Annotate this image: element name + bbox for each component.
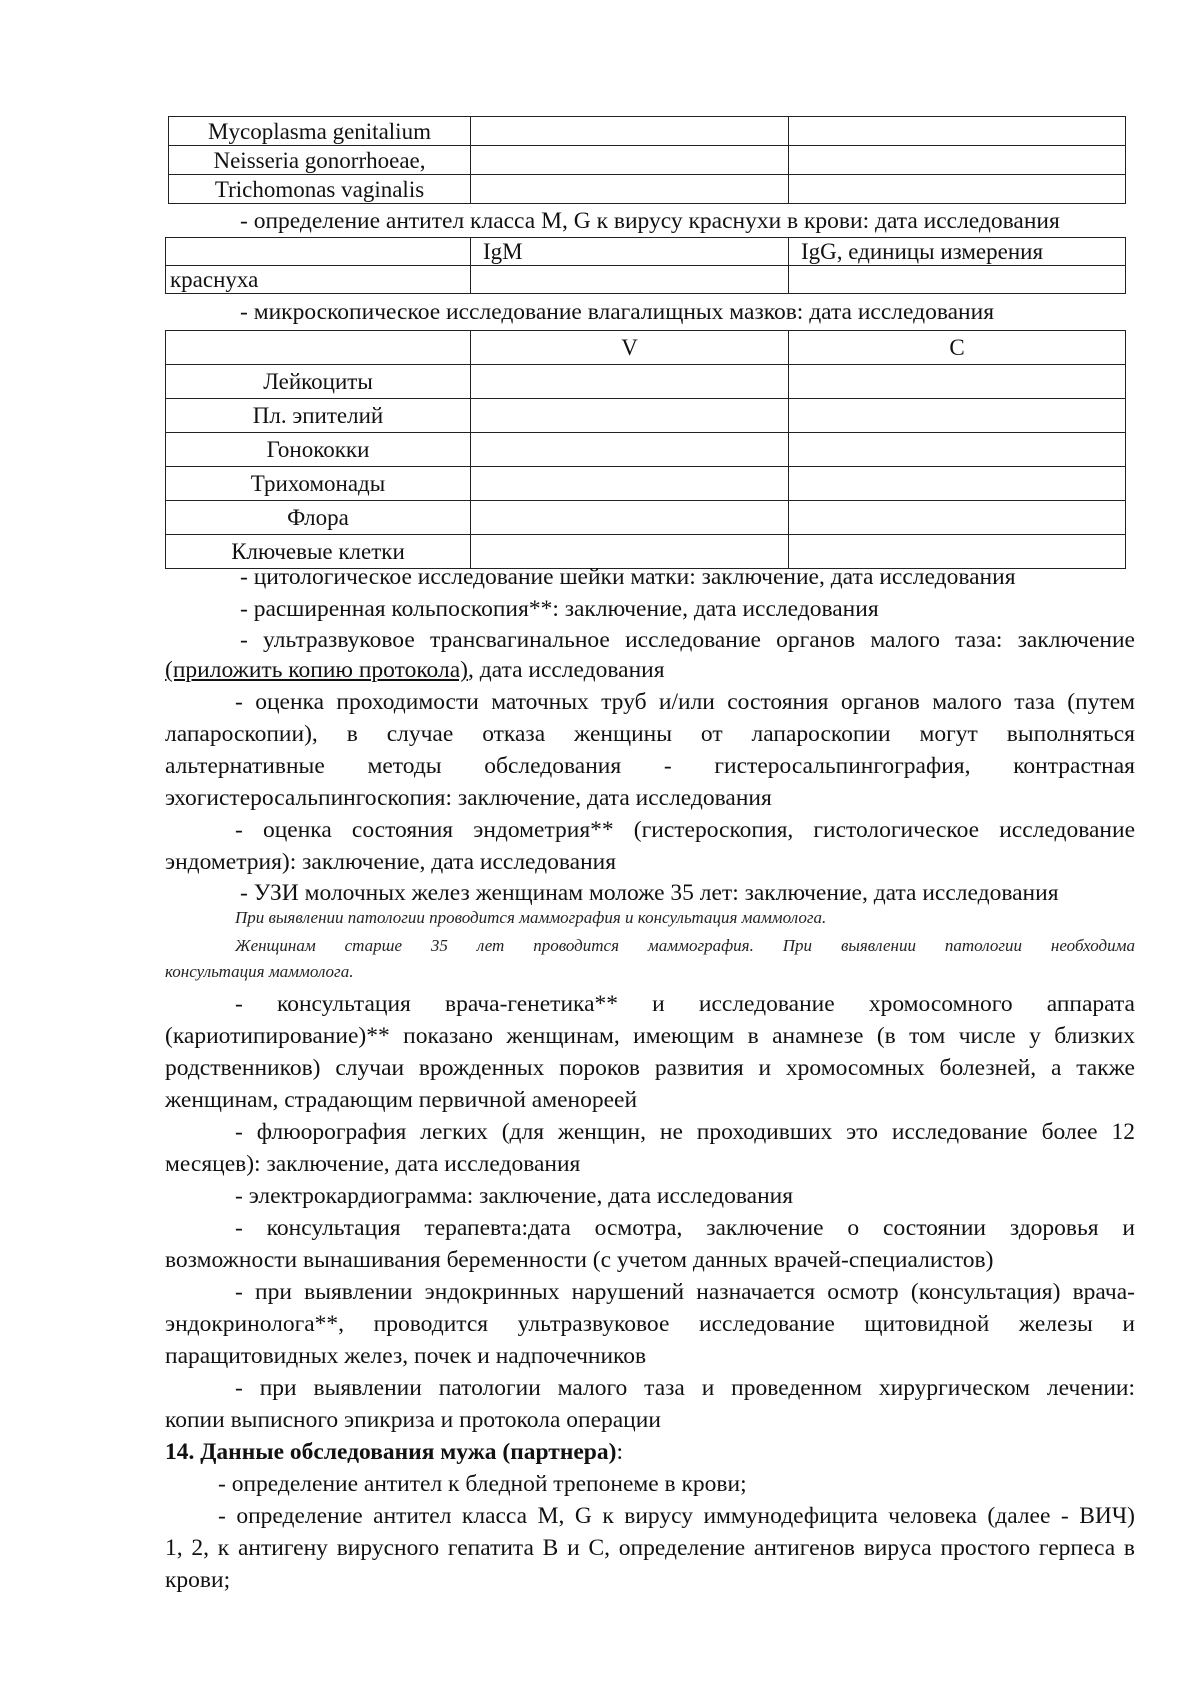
endometrium-line-1: - оценка состояния эндометрия** (гистероскопия, гистологическое исследование xyxy=(235,817,1135,843)
result-cell xyxy=(789,501,1126,535)
table-row xyxy=(166,433,1126,467)
result-cell xyxy=(471,501,789,535)
rubella-table xyxy=(165,237,1126,294)
cytology-item: - цитологическое исследование шейки матки: заключение, дата исследования xyxy=(240,564,1016,590)
surgery-line-2: копии выписного эпикриза и протокола операции xyxy=(165,1407,661,1433)
pathogen-name: Mycoplasma genitalium xyxy=(169,117,471,146)
table-header-row xyxy=(166,238,1126,266)
genetics-line-1: - консультация врача-генетика** и исследование хромосомного аппарата xyxy=(235,991,1135,1017)
table-row xyxy=(169,117,1126,146)
colposcopy-item: - расширенная кольпоскопия**: заключение, дата исследования xyxy=(240,596,879,622)
result-cell xyxy=(471,117,789,146)
section-14-colon: : xyxy=(616,1439,623,1465)
fluoro-line-2: месяцев): заключение, дата исследования xyxy=(165,1151,581,1177)
smear-heading: - микроскопическое исследование влагалищных мазков: дата исследования xyxy=(240,299,995,325)
row-label: Трихомонады xyxy=(166,467,471,501)
tubes-line-1: - оценка проходимости маточных труб и/или состояния органов малого таза (путем xyxy=(235,689,1135,715)
result-cell xyxy=(471,365,789,399)
row-label: Лейкоциты xyxy=(166,365,471,399)
column-header-v: V xyxy=(471,331,789,365)
pathogen-name: Neisseria gonorrhoeae, xyxy=(169,146,471,175)
partner-item-1: - определение антител к бледной трепонеме в крови; xyxy=(218,1471,747,1497)
surgery-line-1: - при выявлении патологии малого таза и проведенном хирургическом лечении: xyxy=(235,1375,1135,1401)
column-header-c: C xyxy=(789,331,1126,365)
column-header-igm: IgM xyxy=(471,238,789,266)
section-14-title-text: 14. Данные обследования мужа (партнера) xyxy=(165,1439,617,1465)
partner-item-2-line-3: крови; xyxy=(165,1567,231,1593)
result-cell xyxy=(471,467,789,501)
therapist-line-1: - консультация терапевта:дата осмотра, заключение о состоянии здоровья и xyxy=(235,1215,1135,1241)
result-cell xyxy=(789,146,1126,175)
result-cell xyxy=(471,433,789,467)
fluoro-line-1: - флюорография легких (для женщин, не проходивших это исследование более 12 xyxy=(235,1119,1135,1145)
partner-item-2-line-1: - определение антител класса М, G к вирусу иммунодефицита человека (далее - ВИЧ) xyxy=(218,1503,1135,1529)
genetics-line-2: (кариотипирование)** показано женщинам, имеющим в анамнезе (в том числе у близких xyxy=(165,1023,1135,1049)
table-row xyxy=(166,467,1126,501)
table-row xyxy=(166,365,1126,399)
result-cell xyxy=(789,433,1126,467)
smear-table xyxy=(165,330,1126,569)
endocrine-line-1: - при выявлении эндокринных нарушений назначается осмотр (консультация) врача- xyxy=(235,1279,1135,1305)
table-row xyxy=(169,146,1126,175)
result-cell xyxy=(789,399,1126,433)
ecg-item: - электрокардиограмма: заключение, дата исследования xyxy=(235,1183,794,1209)
endometrium-line-2: эндометрия): заключение, дата исследования xyxy=(165,849,617,875)
pathogens-table xyxy=(168,116,1126,204)
endocrine-line-2: эндокринолога**, проводится ультразвуковое исследование щитовидной железы и xyxy=(165,1311,1135,1337)
result-cell xyxy=(471,266,789,294)
age-note-line-2: консультация маммолога. xyxy=(165,962,354,981)
empty-cell xyxy=(166,331,471,365)
mammography-note: При выявлении патологии проводится маммография и консультация маммолога. xyxy=(235,908,827,927)
age-note-line-1: Женщинам старше 35 лет проводится маммография. При выявлении патологии необходима xyxy=(235,936,1135,955)
row-label: краснуха xyxy=(166,266,471,294)
result-cell xyxy=(789,175,1126,204)
row-label: Пл. эпителий xyxy=(166,399,471,433)
ultrasound-date: , дата исследования xyxy=(467,657,665,683)
table-row xyxy=(166,399,1126,433)
result-cell xyxy=(471,146,789,175)
rubella-heading: - определение антител класса М, G к вирусу краснухи в крови: дата исследования xyxy=(240,208,1060,234)
therapist-line-2: возможности вынашивания беременности (с учетом данных врачей-специалистов) xyxy=(165,1247,994,1273)
row-label: Гонококки xyxy=(166,433,471,467)
column-header-igg: IgG, единицы измерения xyxy=(789,238,1126,266)
table-row xyxy=(166,501,1126,535)
ultrasound-line-1: - ультразвуковое трансвагинальное исследование органов малого таза: заключение xyxy=(240,627,1135,653)
partner-item-2-line-2: 1, 2, к антигену вирусного гепатита В и С, определение антигенов вируса простого герпеса в xyxy=(165,1535,1135,1561)
result-cell xyxy=(789,117,1126,146)
breast-item: - УЗИ молочных желез женщинам моложе 35 лет: заключение, дата исследования xyxy=(240,880,1059,906)
table-row xyxy=(166,266,1126,294)
empty-cell xyxy=(166,238,471,266)
ultrasound-line-2 xyxy=(165,654,665,686)
row-label: Флора xyxy=(166,501,471,535)
result-cell xyxy=(471,399,789,433)
row-label: Ключевые клетки xyxy=(166,535,471,569)
tubes-line-2: лапароскопии), в случае отказа женщины от лапароскопии могут выполняться xyxy=(165,721,1135,747)
table-row xyxy=(169,175,1126,204)
endocrine-line-3: паращитовидных желез, почек и надпочечников xyxy=(165,1343,647,1369)
result-cell xyxy=(789,365,1126,399)
tubes-line-4: эхогистеросальпингоскопия: заключение, дата исследования xyxy=(165,785,772,811)
result-cell xyxy=(789,266,1126,294)
result-cell xyxy=(789,467,1126,501)
section-14-title xyxy=(165,1436,623,1468)
tubes-line-3: альтернативные методы обследования - гистеросальпингография, контрастная xyxy=(165,753,1135,779)
pathogen-name: Trichomonas vaginalis xyxy=(169,175,471,204)
genetics-line-4: женщинам, страдающим первичной аменореей xyxy=(165,1087,638,1113)
result-cell xyxy=(471,175,789,204)
table-header-row xyxy=(166,331,1126,365)
protocol-note: (приложить копию протокола) xyxy=(165,657,468,683)
genetics-line-3: родственников) случаи врожденных пороков развития и хромосомных болезней, а также xyxy=(165,1055,1135,1081)
